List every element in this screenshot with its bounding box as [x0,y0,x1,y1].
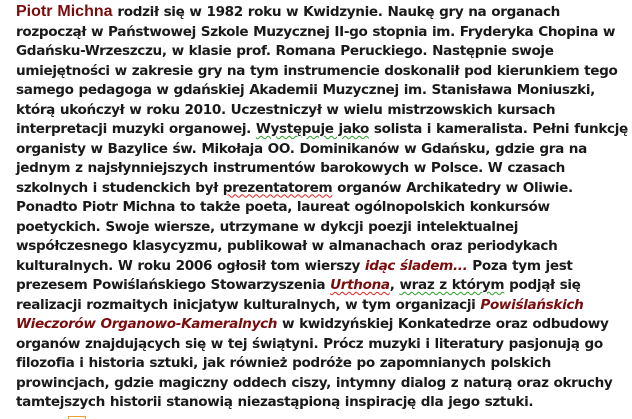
biography-paragraph[interactable] [16,2,628,413]
bio-text: podjął się realizacji rozmaitych inicjatyw kulturalnych, w tym organizacji [16,277,581,313]
event-series-title: Powiślańskich Wieczorów Organowo-Kameralnych [16,296,584,332]
bio-text: w kwidzyńskiej Konkatedrze oraz odbudowy organów znajdujących się w tej świątyni. Prócz muzyki i literatury pasjonują go filozofia i historia sztuki, jak również podróże po zapomnianych polskich prowincjach, gdzie magiczny oddech ciszy, intymny dialog z naturą oraz okruchy tamtejszych historii stanowią niezastąpioną inspirację dla jego sztuki. [16,316,613,410]
author-name: Piotr Michna [16,3,113,20]
bio-text: rodził się w 1982 roku w Kwidzynie. Naukę gry na organach rozpoczął w Państwowej Szkole Muzycznej II-go stopnia im. Fryderyka Chopina w Gdańsku-Wrzeszczu, w klasie prof. Romana Peruckiego. Następnie swoje umiejętności w zakresie gry na tym instrumencie doskonalił pod kierunkiem tego samego pedagoga w gdańskiej Akademii Muzycznej im. Stanisława Moniuszki, którą ukończył w roku 2010. Uczestniczył w wielu mistrzowskich kursach interpretacji muzyki organowej. [16,4,618,137]
bio-text: solista i kameralista. Pełni funkcję organisty w Bazylice św. Mikołaja OO. Dominikanów w Gdańsku, gdzie gra na jednym z najsłynniejszych instrumentów barokowych w Polsce. W czasach szkolnych i studenckich był [16,121,628,196]
bio-text: Poza tym jest prezesem Powiślańskiego Stowarzyszenia [16,257,573,293]
association-name[interactable]: Urthona [330,277,390,293]
bio-text: organów Archikatedry w Oliwie. Ponadto Piotr Michna to także poeta, laureat ogólnopolskich konkursów poetyckich. Swoje wiersze, utrzymane w dykcji poezji intelektualnej współczesnego klasycyzmu, publikował w almanachach oraz periodykach kulturalnych. W roku 2006 ogłosił tom wierszy [16,179,573,274]
bio-text: , [389,277,400,293]
spelling-flagged-word[interactable]: prezentatorem [222,179,333,196]
book-title: idąc śladem... [364,257,468,274]
grammar-flagged-phrase[interactable]: Występuje jako [255,121,369,137]
grammar-flagged-phrase[interactable]: wraz z którym [399,277,505,293]
